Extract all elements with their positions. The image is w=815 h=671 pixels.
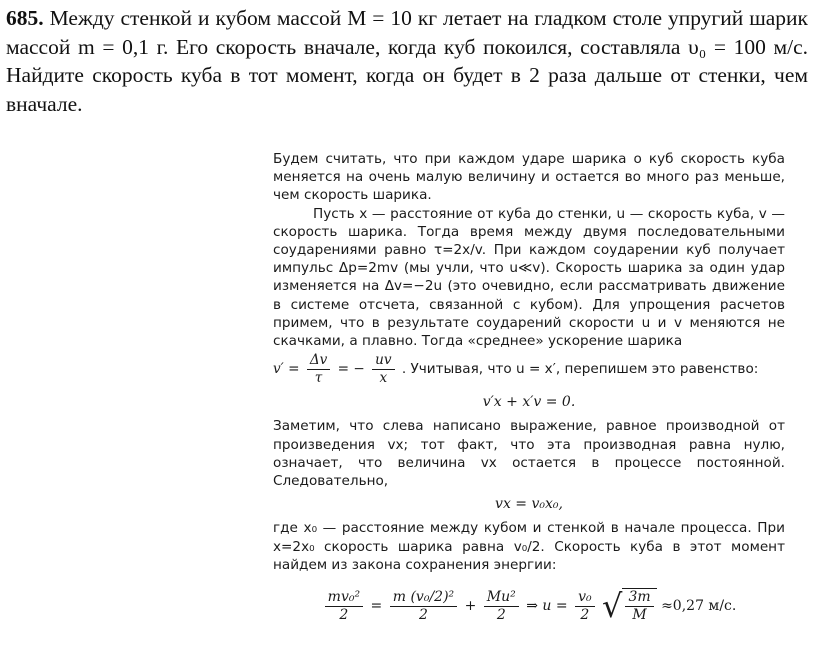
equals-minus: = − xyxy=(337,361,365,378)
square-root-sign: √ xyxy=(602,587,623,626)
fraction-numerator: m (v₀/2)² xyxy=(390,589,457,607)
fraction-denominator: 2 xyxy=(418,606,428,623)
solution-paragraph-4: где x₀ — расстояние между кубом и стенкой в начале процесса. При x=2x₀ скорость шарика равна v₀/2. Скорость куба в этот момент найдем из закона сохранения энергии: xyxy=(273,520,785,573)
solution xyxy=(273,150,785,624)
fraction-ball-energy xyxy=(390,589,457,624)
equation-invariant: vx = v₀x₀, xyxy=(495,496,563,513)
solution-paragraph-2: Пусть x — расстояние от куба до стенки, u — скорость куба, v — скорость шарика. Тогда время между двумя последовательными соударениями равно τ=2x/v. При каждом соударении куб получает импульс Δp=2mv (мы учли, что u≪v). Скорость шарика за один удар изменяется на Δv=−2u (это очевидно, если рассматривать движение в системе отсчета, связанной с кубом). Для упрощения расчетов примем, что в результате соударений скорости u и v меняются не скачками, а плавно. Тогда «среднее» ускорение шарика xyxy=(273,205,785,350)
radicand xyxy=(622,588,656,624)
fraction-denominator: 2 xyxy=(580,606,590,623)
acceleration-line xyxy=(273,350,785,388)
result-value: ≈0,27 м/с. xyxy=(661,598,737,615)
acceleration-lhs: v′ = xyxy=(273,361,300,378)
fraction-numerator: Mu² xyxy=(484,589,519,607)
acceleration-tail: . Учитывая, что u = x′, перепишем это равенство: xyxy=(401,361,759,378)
equals-sign: = xyxy=(370,598,383,615)
fraction-uv-x xyxy=(372,352,394,387)
implies-u: ⇒ u = xyxy=(526,598,568,615)
fraction-denominator: x xyxy=(379,369,388,386)
fraction-numerator: uv xyxy=(372,352,394,370)
problem-text: Между стенкой и кубом массой M = 10 кг летает на гладком столе упругий шарик массой m = 0,1 г. Его скорость вначале, когда куб покоился, составляла υ₀ = 100 м/с. Найдите скорость куба в тот момент, когда он будет в 2 раза дальше от стенки, чем вначале. xyxy=(6,6,809,116)
fraction-cube-energy xyxy=(484,589,519,624)
fraction-denominator: M xyxy=(632,607,647,624)
energy-equation xyxy=(273,588,785,624)
solution-paragraph-3: Заметим, что слева написано выражение, равное производной от произведения vx; тот факт, что эта производная равна нулю, означает, что величина vx остается в процессе постоянной. Следовательно, xyxy=(273,418,785,490)
fraction-numerator: mv₀² xyxy=(325,589,363,607)
fraction-dv-tau xyxy=(307,352,331,387)
fraction-numerator: Δv xyxy=(307,352,331,370)
equation-derivative: v′x + x′v = 0. xyxy=(482,394,576,411)
fraction-denominator: 2 xyxy=(339,606,349,623)
plus-sign: + xyxy=(464,598,477,615)
fraction-denominator: τ xyxy=(314,369,323,386)
fraction-3m-M xyxy=(625,589,653,624)
problem-statement xyxy=(6,4,808,118)
fraction-numerator: 3m xyxy=(625,589,653,607)
fraction-v0-half xyxy=(575,589,595,624)
solution-paragraph-1: Будем считать, что при каждом ударе шарика о куб скорость куба меняется на очень малую величину и остается во много раз меньше, чем скорость шарика. xyxy=(273,151,785,204)
problem-number: 685. xyxy=(6,6,44,30)
fraction-initial-energy xyxy=(325,589,363,624)
fraction-numerator: v₀ xyxy=(575,589,595,607)
fraction-denominator: 2 xyxy=(496,606,506,623)
